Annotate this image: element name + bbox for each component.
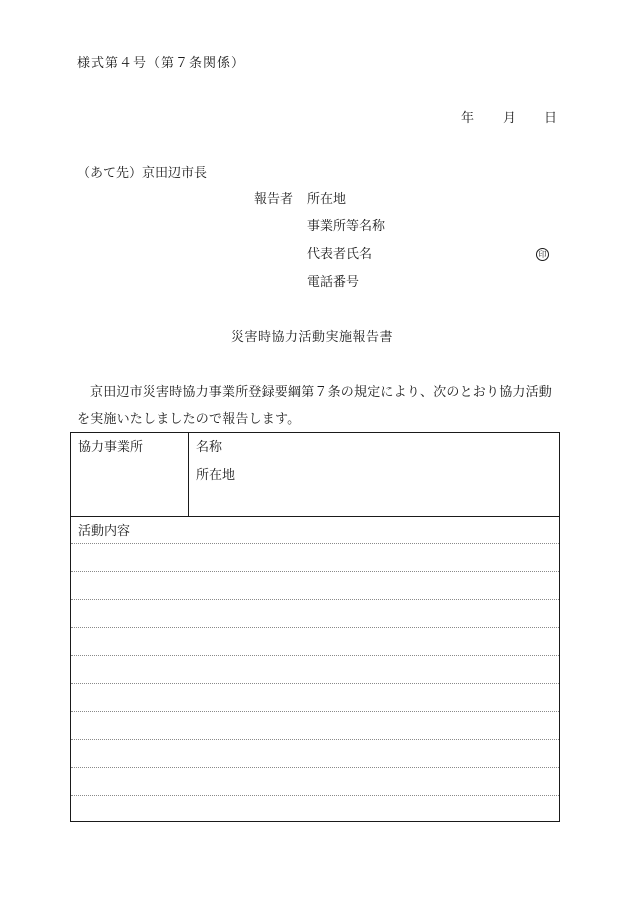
- report-form-table: [70, 432, 560, 822]
- table-vertical-divider: [188, 433, 189, 516]
- addressee: （あて先）京田辺市長: [77, 166, 208, 181]
- partner-label: 協力事業所: [78, 440, 144, 455]
- activity-line: [71, 543, 559, 544]
- partner-name-label: 名称: [196, 440, 223, 455]
- table-horizontal-divider: [71, 516, 559, 517]
- seal-icon: [536, 248, 549, 261]
- form-number: 様式第４号（第７条関係）: [77, 56, 246, 71]
- reporter-phone-label: 電話番号: [307, 275, 360, 290]
- activity-line: [71, 599, 559, 600]
- activity-line: [71, 767, 559, 768]
- reporter-representative-label: 代表者氏名: [307, 247, 373, 262]
- date-day-label: 日: [544, 111, 558, 126]
- activity-line: [71, 571, 559, 572]
- date-month-label: 月: [503, 111, 517, 126]
- document-title: 災害時協力活動実施報告書: [231, 330, 394, 345]
- partner-address-label: 所在地: [196, 468, 236, 483]
- body-paragraph: 京田辺市災害時協力事業所登録要綱第７条の規定により、次のとおり協力活動を実施いたしましたので報告します。: [77, 385, 553, 427]
- seal-glyph: 印: [538, 249, 547, 259]
- activity-line: [71, 711, 559, 712]
- reporter-office-name-label: 事業所等名称: [307, 219, 386, 234]
- activity-content-label: 活動内容: [78, 524, 131, 539]
- activity-line: [71, 627, 559, 628]
- reporter-location-label: 所在地: [307, 192, 347, 207]
- activity-line: [71, 655, 559, 656]
- activity-line: [71, 739, 559, 740]
- activity-line: [71, 683, 559, 684]
- activity-line: [71, 795, 559, 796]
- reporter-heading: 報告者: [254, 192, 294, 207]
- date-year-label: 年: [461, 111, 475, 126]
